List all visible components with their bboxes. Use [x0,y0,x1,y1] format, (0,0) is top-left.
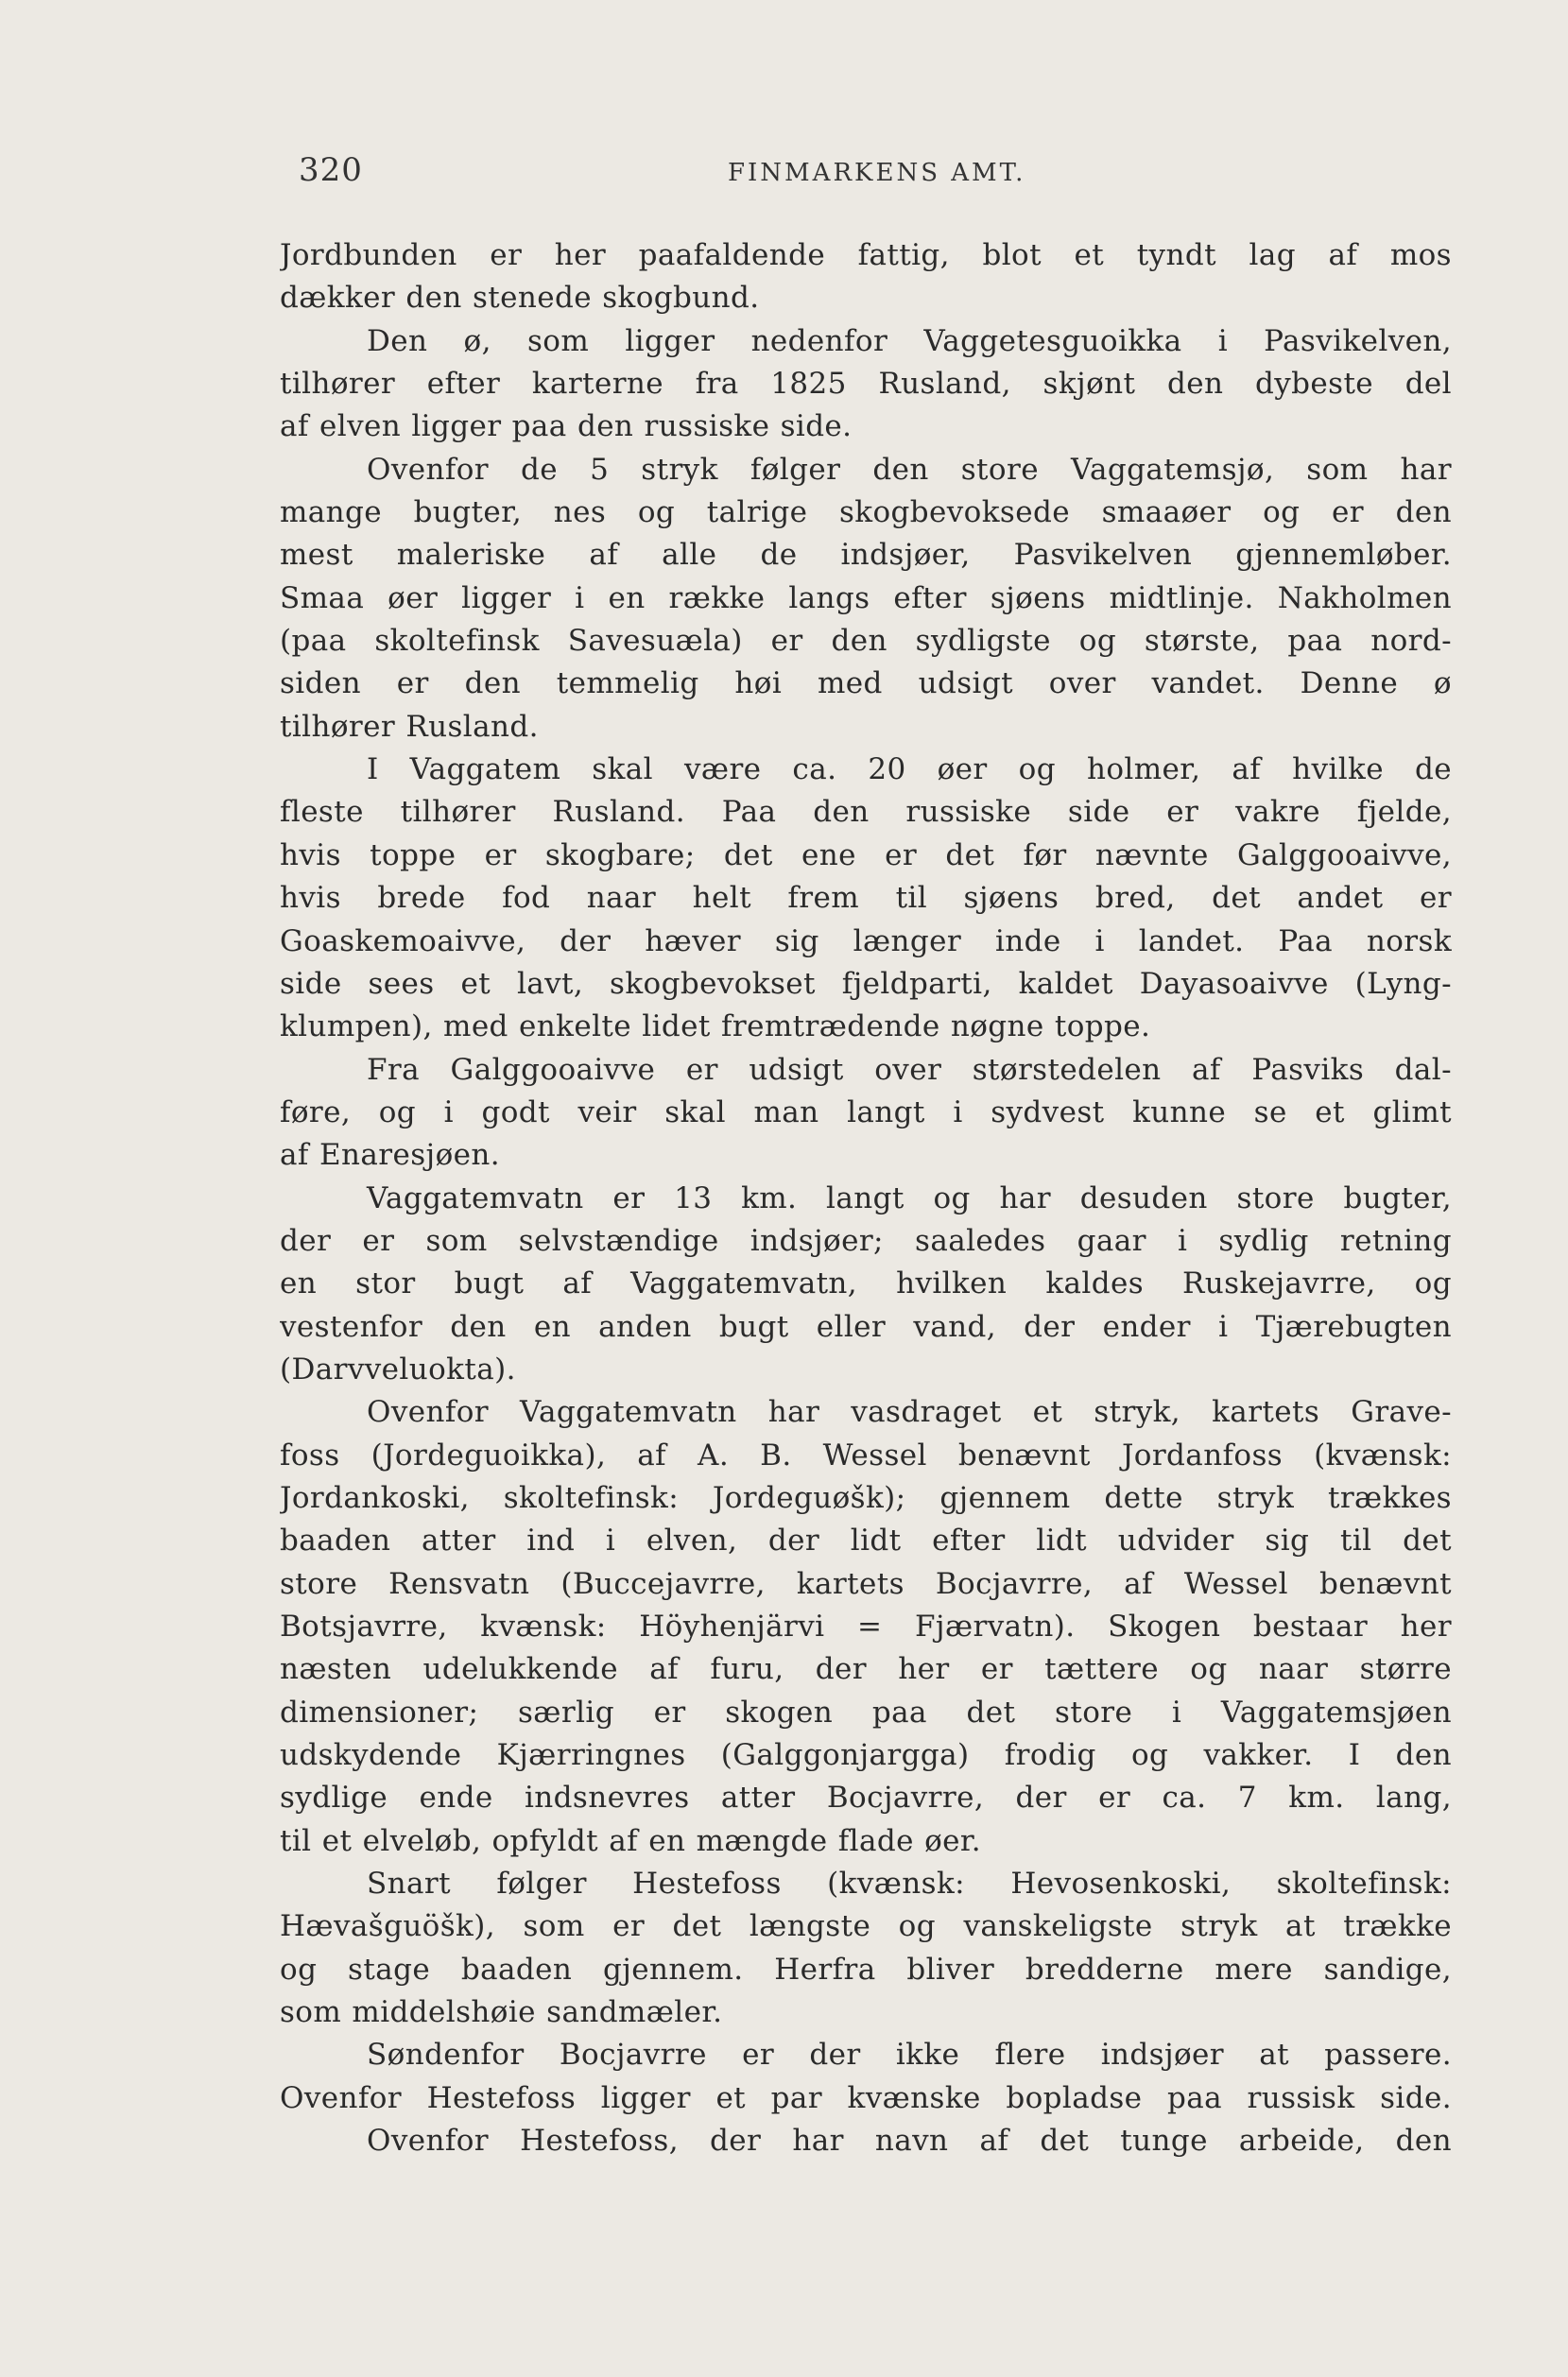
text-line: næsten udelukkende af furu, der her er tættere og naar større [280,1652,1452,1687]
text-line: Botsjavrre, kvænsk: Höyhenjärvi = Fjærvatn). Skogen bestaar her [280,1610,1452,1644]
text-line: Ovenfor de 5 stryk følger den store Vaggatemsjø, som har [367,452,1452,487]
text-line: som middelshøie sandmæler. [280,1995,723,2030]
text-line: Jordbunden er her paafaldende fattig, blot et tyndt lag af mos [280,238,1452,272]
text-line: siden er den temmelig høi med udsigt over vandet. Denne ø [280,666,1452,701]
text-line: Snart følger Hestefoss (kvænsk: Hevosenkoski, skoltefinsk: [367,1867,1452,1902]
text-line: Goaskemoaivve, der hæver sig længer inde i landet. Paa norsk [280,923,1452,958]
text-line: mest maleriske af alle de indsjøer, Pasvikelven gjennemløber. [280,538,1452,573]
text-line: Søndenfor Bocjavrre er der ikke flere indsjøer at passere. [367,2038,1452,2073]
text-line: sydlige ende indsnevres atter Bocjavrre, der er ca. 7 km. lang, [280,1781,1452,1816]
text-line: tilhører efter karterne fra 1825 Rusland, skjønt den dybeste del [280,367,1452,402]
text-line: af elven ligger paa den russiske side. [280,409,853,444]
page-number: 320 [299,151,363,189]
text-line: dækker den stenede skogbund. [280,281,760,316]
text-line: tilhører Rusland. [280,709,539,744]
text-line: en stor bugt af Vaggatemvatn, hvilken kaldes Ruskejavrre, og [280,1266,1452,1301]
text-line: hvis toppe er skogbare; det ene er det før nævnte Galggooaivve, [280,837,1452,872]
text-line: Den ø, som ligger nedenfor Vaggetesguoikka i Pasvikelven, [367,323,1452,358]
text-line: (paa skoltefinsk Savesuæla) er den sydligste og største, paa nord- [280,624,1452,659]
text-line: vestenfor den en anden bugt eller vand, der ender i Tjærebugten [280,1309,1452,1344]
text-line: af Enaresjøen. [280,1138,500,1173]
text-line: Vaggatemvatn er 13 km. langt og har desuden store bugter, [367,1180,1452,1215]
text-line: (Darvveluokta). [280,1352,516,1387]
text-line: udskydende Kjærringnes (Galggonjargga) frodig og vakker. I den [280,1738,1452,1773]
text-line: føre, og i godt veir skal man langt i sydvest kunne se et glimt [280,1094,1452,1129]
text-line: Ovenfor Hestefoss, der har navn af det tunge arbeide, den [367,2124,1452,2159]
text-line: fleste tilhører Rusland. Paa den russiske side er vakre fjelde, [280,795,1452,830]
text-line: dimensioner; særlig er skogen paa det store i Vaggatemsjøen [280,1695,1452,1730]
text-line: store Rensvatn (Buccejavrre, kartets Bocjavrre, af Wessel benævnt [280,1566,1452,1601]
text-line: I Vaggatem skal være ca. 20 øer og holmer, af hvilke de [367,752,1452,787]
running-head: FINMARKENS AMT. [728,159,1026,187]
page-header [299,151,1452,198]
text-line: baaden atter ind i elven, der lidt efter lidt udvider sig til det [280,1524,1452,1559]
text-line: og stage baaden gjennem. Herfra bliver bredderne mere sandige, [280,1952,1452,1987]
body-text [280,234,1452,2162]
text-line: Fra Galggooaivve er udsigt over størstedelen af Pasviks dal- [367,1052,1452,1087]
text-line: der er som selvstændige indsjøer; saaledes gaar i sydlig retning [280,1223,1452,1258]
text-line: mange bugter, nes og talrige skogbevoksede smaaøer og er den [280,495,1452,530]
text-line: Hævašguöšk), som er det længste og vanskeligste stryk at trække [280,1909,1452,1944]
text-line: hvis brede fod naar helt frem til sjøens bred, det andet er [280,881,1452,916]
text-line: side sees et lavt, skogbevokset fjeldparti, kaldet Dayasoaivve (Lyng- [280,966,1452,1001]
text-line: Ovenfor Hestefoss ligger et par kvænske bopladse paa russisk side. [280,2080,1452,2115]
text-line: klumpen), med enkelte lidet fremtrædende nøgne toppe. [280,1009,1151,1044]
text-line: til et elveløb, opfyldt af en mængde flade øer. [280,1823,981,1858]
text-line: Jordankoski, skoltefinsk: Jordeguøšk); gjennem dette stryk trækkes [280,1480,1452,1515]
text-line: foss (Jordeguoikka), af A. B. Wessel benævnt Jordanfoss (kvænsk: [280,1438,1452,1473]
text-line: Ovenfor Vaggatemvatn har vasdraget et stryk, kartets Grave- [367,1395,1452,1430]
text-line: Smaa øer ligger i en række langs efter sjøens midtlinje. Nakholmen [280,580,1452,615]
